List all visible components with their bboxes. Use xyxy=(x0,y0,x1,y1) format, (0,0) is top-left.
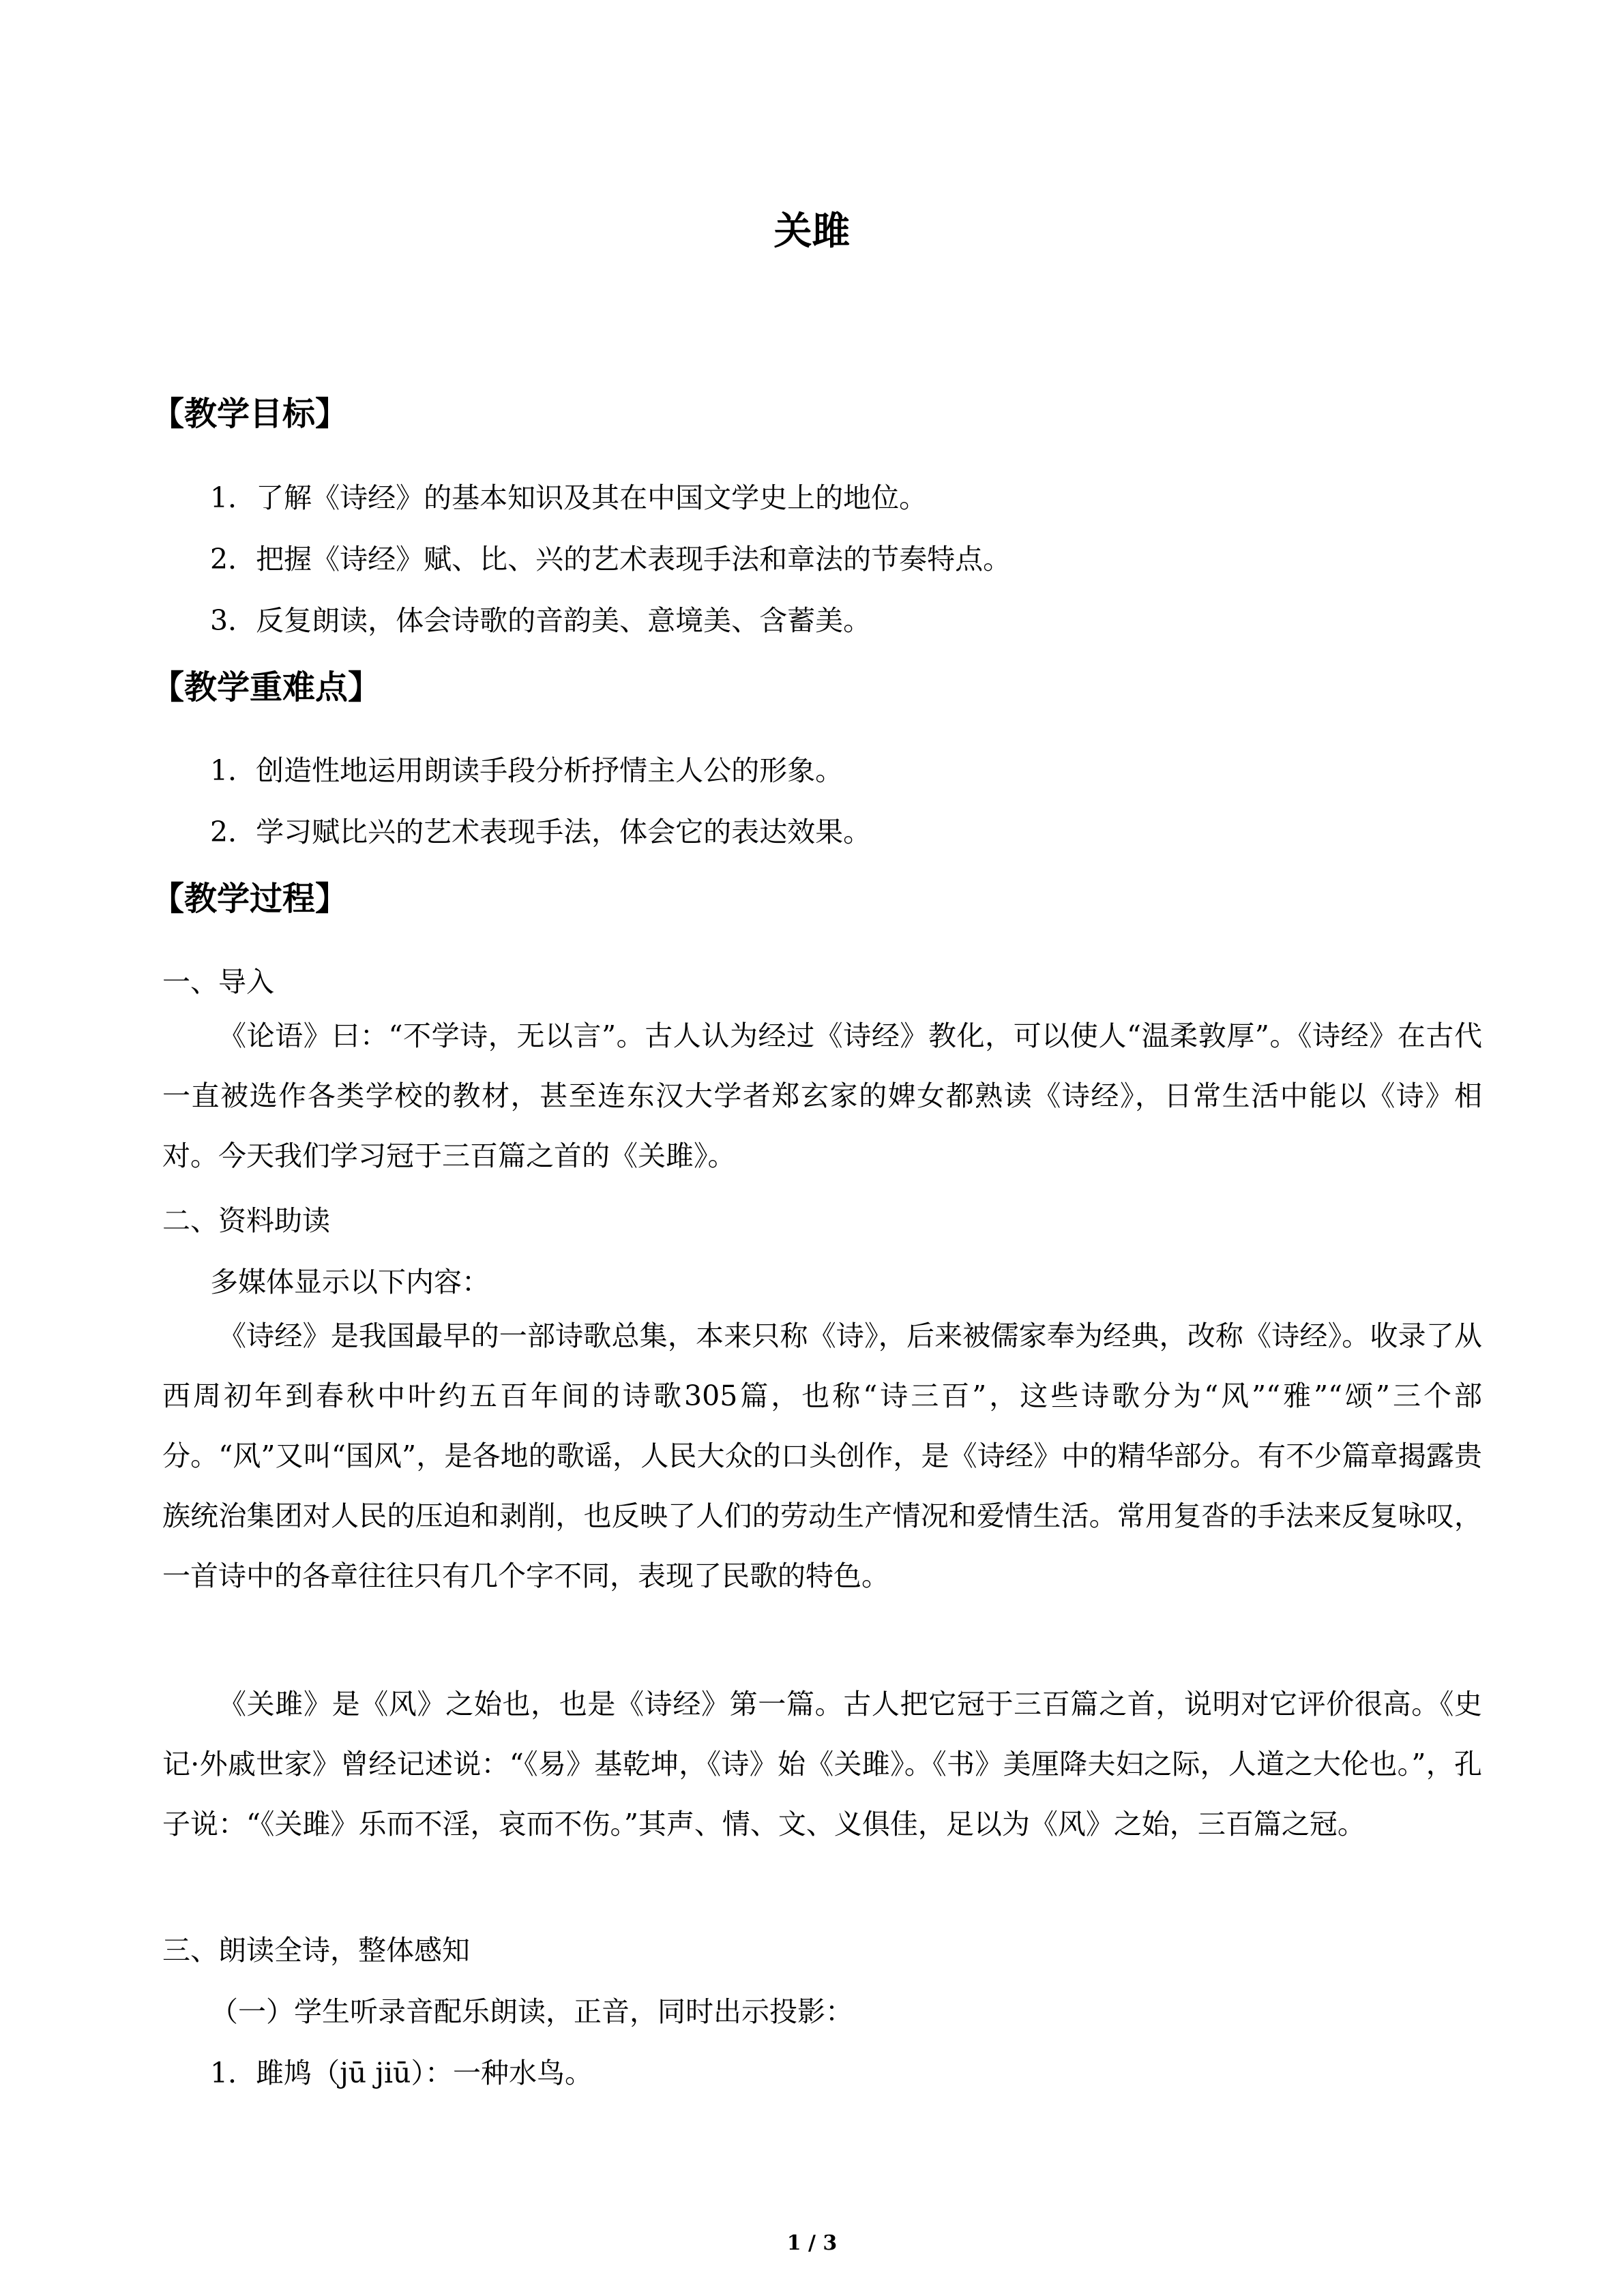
part2-paragraph-2: 《关雎》是《风》之始也，也是《诗经》第一篇。古人把它冠于三百篇之首，说明对它评价很高。《史记·外戚世家》曾经记述说：“《易》基乾坤，《诗》始《关雎》。《书》美厘降夫妇之际，人道之大伦也。”，孔子说：“《关雎》乐而不淫，哀而不伤。”其声、情、文、义俱佳，足以为《风》之始，三百篇之冠。 xyxy=(162,1688,1482,1840)
key-point-item-1: 1．创造性地运用朗读手段分析抒情主人公的形象。 xyxy=(210,754,844,787)
part1-title: 一、导入 xyxy=(162,966,274,998)
part3-title: 三、朗读全诗，整体感知 xyxy=(162,1934,470,1967)
goal-item-1: 1．了解《诗经》的基本知识及其在中国文学史上的地位。 xyxy=(210,481,928,514)
part2-paragraph-1: 《诗经》是我国最早的一部诗歌总集，本来只称《诗》，后来被儒家奉为经典，改称《诗经》。收录了从西周初年到春秋中叶约五百年间的诗歌305篇，也称“诗三百”，这些诗歌分为“风”“雅”“颂”三个部分。“风”又叫“国风”，是各地的歌谣，人民大众的口头创作，是《诗经》中的精华部分。有不少篇章揭露贵族统治集团对人民的压迫和剥削，也反映了人们的劳动生产情况和爱情生活。常用复沓的手法来反复咏叹，一首诗中的各章往往只有几个字不同，表现了民歌的特色。 xyxy=(162,1320,1482,1592)
key-point-item-2: 2．学习赋比兴的艺术表现手法，体会它的表达效果。 xyxy=(210,816,872,848)
part3-subtitle: （一）学生听录音配乐朗读，正音，同时出示投影： xyxy=(210,1995,853,2028)
part1-paragraph: 《论语》曰：“不学诗，无以言”。古人认为经过《诗经》教化，可以使人“温柔敦厚”。《诗经》在古代一直被选作各类学校的教材，甚至连东汉大学者郑玄家的婢女都熟读《诗经》，日常生活中能以《诗》相对。今天我们学习冠于三百篇之首的《关雎》。 xyxy=(162,1019,1482,1172)
document-title: 关雎 xyxy=(773,209,851,254)
goal-item-3: 3．反复朗读，体会诗歌的音韵美、意境美、含蓄美。 xyxy=(210,604,872,637)
part3-item-1: 1．雎鸠（jū jiū）：一种水鸟。 xyxy=(210,2057,593,2089)
section-heading-key-points: 【教学重难点】 xyxy=(151,668,381,706)
section-heading-process: 【教学过程】 xyxy=(151,880,349,918)
section-heading-goals: 【教学目标】 xyxy=(151,395,349,433)
goal-item-2: 2．把握《诗经》赋、比、兴的艺术表现手法和章法的节奏特点。 xyxy=(210,543,1012,576)
part2-title: 二、资料助读 xyxy=(162,1204,330,1237)
page-number: 1 / 3 xyxy=(786,2231,838,2255)
part2-intro: 多媒体显示以下内容： xyxy=(210,1266,490,1298)
